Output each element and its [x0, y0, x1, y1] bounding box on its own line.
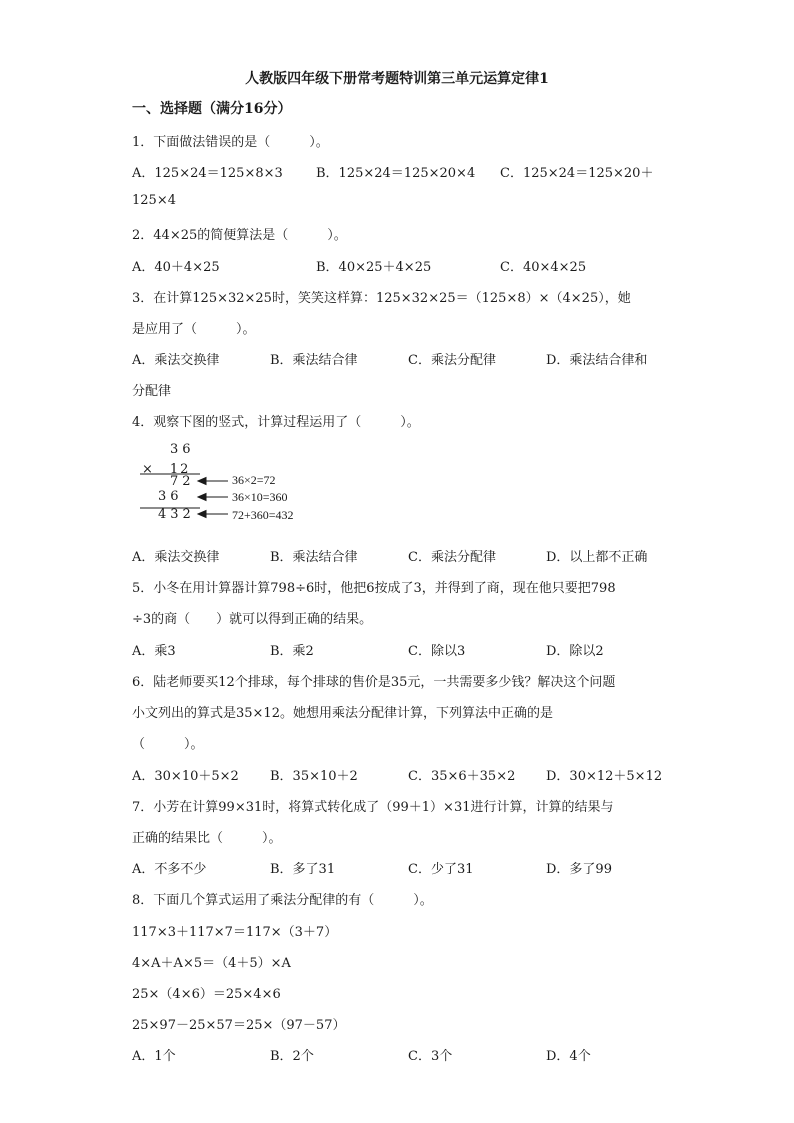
question-3-stem-line-1: 3．在计算125×32×25时，笑笑这样算：125×32×25＝（125×8）×（4×25），她 [132, 291, 631, 306]
calc-note-3: 72+360=432 [232, 508, 294, 522]
question-3-option-b: B．乘法结合律 [270, 353, 358, 368]
question-7-option-c: C．少了31 [408, 862, 474, 877]
question-5-stem-line-2: ÷3的商（ ）就可以得到正确的结果。 [132, 612, 373, 627]
section-heading: 一、选择题（满分16分） [132, 101, 292, 117]
calc-partial-product-1: 72 [170, 474, 195, 489]
question-6-option-b: B．35×10＋2 [270, 769, 358, 784]
question-6-stem-line-1: 6．陆老师要买12个排球，每个排球的售价是35元，一共需要多少钱？解决这个问题 [132, 675, 616, 690]
question-8-stem: 8．下面几个算式运用了乘法分配律的有（ ）。 [132, 893, 433, 908]
question-1-stem: 1．下面做法错误的是（ ）。 [132, 135, 329, 150]
question-6-option-d: D．30×12＋5×12 [546, 769, 663, 784]
calc-partial-product-2: 36 [158, 489, 183, 504]
question-8-option-d: D．4个 [546, 1049, 591, 1064]
vertical-multiplication-figure [132, 442, 392, 526]
question-5-option-a: A．乘3 [132, 644, 176, 659]
question-2-option-a: A．40＋4×25 [132, 260, 220, 275]
question-6-option-a: A．30×10＋5×2 [132, 769, 239, 784]
calc-note-1: 36×2=72 [232, 473, 276, 487]
question-4-option-d: D．以上都不正确 [546, 550, 648, 565]
question-6-stem-line-3: （ ）。 [132, 737, 204, 752]
question-4-option-c: C．乘法分配律 [408, 550, 496, 565]
question-2-option-b: B．40×25＋4×25 [316, 260, 432, 275]
page-title: 人教版四年级下册常考题特训第三单元运算定律1 [245, 71, 549, 87]
question-5-stem-line-1: 5．小冬在用计算器计算798÷6时，他把6按成了3，并得到了商，现在他只要把798 [132, 581, 616, 596]
question-8-option-a: A．1个 [132, 1049, 176, 1064]
question-4-option-b: B．乘法结合律 [270, 550, 358, 565]
question-4-stem: 4．观察下图的竖式，计算过程运用了（ ）。 [132, 415, 420, 430]
question-2-stem: 2．44×25的简便算法是（ ）。 [132, 228, 347, 243]
question-1-option-c: C．125×24＝125×20＋ [500, 166, 654, 181]
calc-final-product: 432 [158, 507, 195, 522]
question-8-expression-2: 4×A＋A×5＝（4＋5）×A [132, 956, 291, 971]
question-3-option-d: D．乘法结合律和 [546, 353, 648, 368]
calc-multiplier: × 12 [142, 462, 191, 477]
question-7-option-d: D．多了99 [546, 862, 612, 877]
question-7-stem-line-2: 正确的结果比（ ）。 [132, 831, 282, 846]
question-7-option-a: A．不多不少 [132, 862, 207, 877]
question-4-option-a: A．乘法交换律 [132, 550, 220, 565]
question-6-stem-line-2: 小文列出的算式是35×12。她想用乘法分配律计算，下列算法中正确的是 [132, 706, 553, 721]
question-8-expression-4: 25×97－25×57＝25×（97－57） [132, 1018, 346, 1033]
question-3-option-d-continued: 分配律 [132, 384, 172, 399]
question-8-expression-1: 117×3＋117×7＝117×（3＋7） [132, 925, 338, 940]
question-8-expression-3: 25×（4×6）＝25×4×6 [132, 987, 281, 1002]
question-8-option-c: C．3个 [408, 1049, 453, 1064]
question-5-option-d: D．除以2 [546, 644, 604, 659]
question-3-option-a: A．乘法交换律 [132, 353, 220, 368]
question-3-stem-line-2: 是应用了（ ）。 [132, 322, 256, 337]
question-7-option-b: B．多了31 [270, 862, 336, 877]
calc-multiplicand: 36 [170, 442, 195, 457]
question-1-option-c-continued: 125×4 [132, 193, 176, 208]
question-1-option-a: A．125×24＝125×8×3 [132, 166, 283, 181]
question-5-option-b: B．乘2 [270, 644, 314, 659]
calc-note-2: 36×10=360 [232, 490, 288, 504]
question-8-option-b: B．2个 [270, 1049, 314, 1064]
question-5-option-c: C．除以3 [408, 644, 466, 659]
question-6-option-c: C．35×6＋35×2 [408, 769, 516, 784]
question-2-option-c: C．40×4×25 [500, 260, 587, 275]
question-1-option-b: B．125×24＝125×20×4 [316, 166, 476, 181]
question-7-stem-line-1: 7．小芳在计算99×31时，将算式转化成了（99＋1）×31进行计算，计算的结果与 [132, 800, 614, 815]
question-3-option-c: C．乘法分配律 [408, 353, 496, 368]
